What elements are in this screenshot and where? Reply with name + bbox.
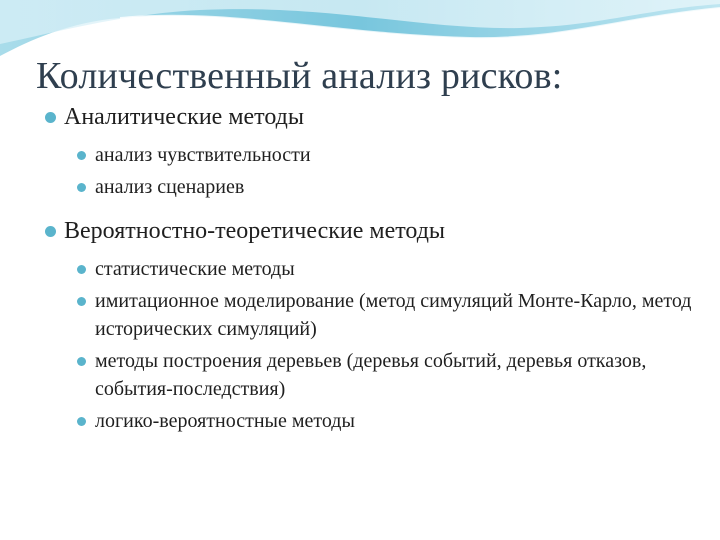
list-subitem <box>40 407 700 435</box>
list-subitem-label: имитационное моделирование (метод симуляций Монте-Карло, метод исторических симуляций) <box>95 290 692 340</box>
bullet-icon <box>45 226 56 237</box>
slide-title: Количественный анализ рисков: <box>36 55 563 97</box>
bullet-icon <box>77 417 86 426</box>
list-subitem <box>40 141 700 169</box>
list-subitem <box>40 255 700 283</box>
list-subitem-label: методы построения деревьев (деревья событий, деревья отказов, события-последствия) <box>95 350 647 400</box>
list-subitem-label: анализ сценариев <box>95 176 245 198</box>
bullet-icon <box>77 357 86 366</box>
bullet-list <box>40 101 700 435</box>
list-subitem <box>40 347 700 403</box>
list-item-label: Аналитические методы <box>64 104 304 130</box>
list-item-probabilistic-methods <box>40 215 700 247</box>
list-item-analytical-methods <box>40 101 700 133</box>
list-item-label: Вероятностно-теоретические методы <box>64 218 446 244</box>
list-subitem-label: логико-вероятностные методы <box>95 410 355 432</box>
list-subitem <box>40 287 700 343</box>
list-subitem-label: статистические методы <box>95 258 295 280</box>
bullet-icon <box>77 151 86 160</box>
list-subitem <box>40 173 700 201</box>
bullet-icon <box>45 112 56 123</box>
bullet-icon <box>77 265 86 274</box>
bullet-icon <box>77 183 86 192</box>
list-subitem-label: анализ чувствительности <box>95 144 311 166</box>
bullet-icon <box>77 297 86 306</box>
